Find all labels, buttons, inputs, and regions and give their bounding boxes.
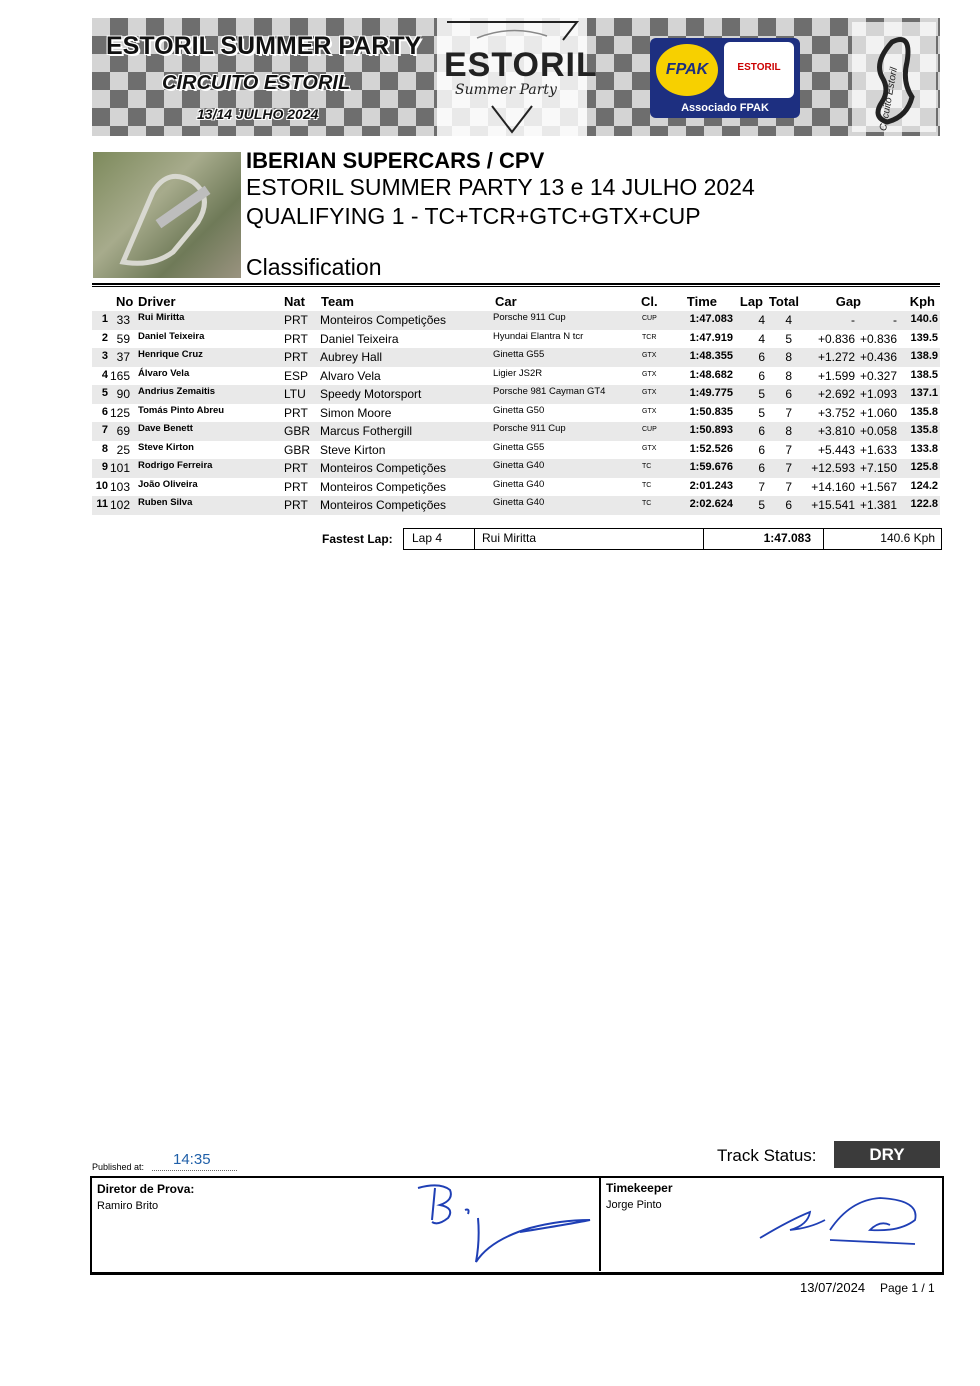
row-position: 1 [101,313,108,325]
row-car: Ginetta G40 [493,460,545,471]
classification-table [92,292,940,515]
table-row [92,311,940,330]
row-team: Marcus Fothergill [320,424,413,438]
row-driver: Henrique Cruz [138,349,203,360]
row-driver: Daniel Teixeira [138,330,205,342]
track-status-badge: DRY [834,1141,940,1168]
row-best-lap: 4 [758,313,765,327]
row-time: 1:47.919 [689,331,733,344]
row-team: Aubrey Hall [320,350,383,364]
row-total-laps: 8 [785,368,792,383]
row-gap: +0.836 [817,331,855,346]
row-car-number: 103 [109,479,130,494]
doc-type: Classification [246,254,382,280]
row-car-number: 101 [109,461,130,475]
row-best-lap: 6 [758,424,765,438]
row-total-laps: 8 [785,424,792,438]
row-class: TC [642,463,652,470]
row-driver: Álvaro Vela [138,367,190,379]
row-speed: 133.8 [910,442,938,455]
row-car: Ginetta G40 [493,497,545,508]
row-position: 3 [101,350,108,362]
row-nationality: GBR [284,424,311,438]
row-driver: Steve Kirton [138,441,194,453]
row-gap: +1.599 [817,368,855,383]
row-interval: +1.381 [859,498,897,512]
table-row [92,422,940,441]
row-nationality: PRT [284,498,308,512]
row-driver: Ruben Silva [138,497,193,508]
row-position: 7 [101,424,108,436]
director-name: Ramiro Brito [97,1200,159,1212]
club-mark: ESTORIL [737,62,781,73]
row-total-laps: 6 [785,387,792,401]
row-gap: +3.810 [817,424,855,438]
row-best-lap: 6 [758,461,765,475]
row-interval: +1.567 [859,479,897,494]
row-nationality: PRT [284,350,308,364]
row-interval: +0.436 [859,350,897,364]
timekeeper-name: Jorge Pinto [606,1199,662,1211]
table-row [92,404,940,423]
row-nationality: PRT [284,461,308,475]
row-time: 2:01.243 [689,479,733,492]
row-best-lap: 7 [758,479,765,494]
row-gap: +14.160 [811,479,855,494]
row-speed: 125.8 [910,461,938,473]
row-interval: +7.150 [859,461,897,475]
fastest-lap-time: 1:47.083 [763,531,811,545]
row-team: Speedy Motorsport [320,387,422,401]
table-row [92,385,940,404]
footer-date: 13/07/2024 [800,1280,866,1295]
timekeeper-label: Timekeeper [606,1181,673,1195]
divider [703,529,704,549]
row-class: GTX [642,352,657,359]
row-time: 1:59.676 [689,461,733,473]
row-team: Simon Moore [320,405,392,420]
table-row [92,348,940,367]
row-class: CUP [642,426,657,433]
row-interval: +0.836 [859,331,897,346]
circuit-photo-image [93,152,241,278]
row-nationality: PRT [284,479,308,494]
row-gap: +15.541 [811,498,855,512]
row-interval: +0.327 [859,368,897,383]
footer-page: Page 1 / 1 [880,1281,935,1295]
row-gap: +3.752 [817,405,855,420]
row-class: TC [642,500,652,507]
event-banner [92,18,940,136]
row-team: Monteiros Competições [320,498,447,512]
row-class: CUP [642,315,657,322]
row-team: Daniel Teixeira [320,331,399,346]
row-nationality: ESP [284,368,309,383]
row-speed: 138.9 [910,350,938,362]
row-interval: +0.058 [859,424,897,438]
row-time: 2:02.624 [689,498,733,510]
club-badge [724,42,794,98]
table-header [92,292,940,311]
row-position: 8 [101,442,108,455]
row-position: 5 [101,387,108,399]
col-lap: Lap [739,294,763,309]
row-driver: Rodrigo Ferreira [138,460,213,471]
row-driver: Rui Miritta [138,312,185,323]
row-driver: Tomás Pinto Abreu [138,404,225,416]
row-time: 1:48.682 [689,368,733,381]
row-time: 1:48.355 [689,350,733,362]
fpak-badge [650,38,800,118]
row-speed: 137.1 [910,387,938,399]
divider [474,529,475,549]
row-speed: 135.8 [910,405,938,418]
row-time: 1:50.893 [689,424,733,436]
table-row [92,330,940,349]
col-kph: Kph [909,294,935,309]
row-class: TCR [642,333,657,341]
director-signature [410,1180,600,1270]
row-total-laps: 4 [785,313,792,327]
divider [823,529,824,549]
table-row [92,441,940,460]
row-driver: Dave Benett [138,423,193,434]
row-nationality: PRT [284,313,308,327]
fastest-lap-speed: 140.6 Kph [880,531,935,545]
row-car-number: 125 [109,405,130,420]
col-total: Total [768,294,799,309]
row-total-laps: 7 [785,442,792,457]
row-total-laps: 8 [785,350,792,364]
banner-title: ESTORIL SUMMER PARTY [106,32,422,60]
row-driver: João Oliveira [138,478,198,490]
fastest-lap-number: Lap 4 [412,531,443,545]
row-total-laps: 7 [785,479,792,494]
timekeeper-signature [750,1190,930,1250]
published-label: Published at: [92,1162,145,1172]
track-caption: Circuito Estoril [878,66,901,132]
col-nat: Nat [284,294,305,309]
row-position: 2 [101,331,108,344]
table-row [92,367,940,386]
row-class: GTX [642,407,657,415]
row-speed: 138.5 [910,368,938,381]
row-car: Ginetta G50 [493,404,545,416]
row-time: 1:52.526 [689,442,733,455]
row-car-number: 37 [116,350,130,364]
row-speed: 135.8 [910,424,938,436]
col-team: Team [321,294,354,309]
row-car: Ginetta G40 [493,478,545,490]
row-car: Ginetta G55 [493,349,545,360]
table-row [92,459,940,478]
col-car: Car [495,294,517,309]
row-class: GTX [642,370,657,378]
row-position: 9 [101,461,108,473]
row-car: Porsche 911 Cup [493,423,566,434]
row-team: Monteiros Competições [320,479,447,494]
row-interval: +1.060 [859,405,897,420]
row-car: Porsche 981 Cayman GT4 [493,386,606,397]
row-nationality: PRT [284,331,308,346]
header-rule [92,283,940,285]
col-gap: Gap [835,294,861,309]
row-nationality: PRT [284,405,308,420]
row-team: Alvaro Vela [320,368,381,383]
row-car-number: 25 [116,442,130,457]
row-best-lap: 5 [758,387,765,401]
row-total-laps: 6 [785,498,792,512]
fpak-caption: Associado FPAK [681,102,769,114]
row-speed: 122.8 [910,498,938,510]
row-car-number: 90 [116,387,130,401]
table-body [92,311,940,515]
row-interval: +1.093 [859,387,897,401]
row-gap: - [851,313,855,327]
row-gap: +5.443 [817,442,855,457]
circuit-aerial-photo [93,152,241,278]
row-gap: +2.692 [817,387,855,401]
row-time: 1:47.083 [689,313,733,325]
row-car-number: 33 [116,313,130,327]
director-label: Diretor de Prova: [97,1182,195,1196]
row-total-laps: 7 [785,405,792,420]
row-interval: - [893,313,897,327]
row-class: TC [642,481,652,489]
event-title: ESTORIL SUMMER PARTY 13 e 14 JULHO 2024 [246,174,755,200]
row-best-lap: 6 [758,442,765,457]
row-class: GTX [642,389,657,396]
row-driver: Andrius Zemaitis [138,386,216,397]
col-no: No [116,294,134,309]
fpak-mark: FPAK [656,44,718,96]
header-rule-thin [92,286,940,287]
logo-tagline: Summer Party [455,82,557,98]
row-team: Monteiros Competições [320,461,447,475]
row-car: Porsche 911 Cup [493,312,566,323]
row-car-number: 165 [109,368,130,383]
banner-circuit: CIRCUITO ESTORIL [162,72,351,94]
row-time: 1:50.835 [689,405,733,418]
row-team: Steve Kirton [320,442,386,457]
track-status-label: Track Status: [717,1146,817,1165]
row-class: GTX [642,444,657,452]
series-title: IBERIAN SUPERCARS / CPV [246,148,545,173]
fastest-lap-box [403,528,942,550]
row-best-lap: 5 [758,405,765,420]
row-best-lap: 6 [758,350,765,364]
row-total-laps: 5 [785,331,792,346]
row-speed: 140.6 [910,313,938,325]
row-nationality: LTU [284,387,306,401]
published-time: 14:35 [173,1151,211,1168]
row-speed: 139.5 [910,331,938,344]
row-car-number: 102 [109,498,130,512]
table-row [92,496,940,515]
session-title: QUALIFYING 1 - TC+TCR+GTC+GTX+CUP [246,203,701,229]
row-position: 4 [101,368,108,381]
row-car: Ginetta G55 [493,441,545,453]
col-time: Time [686,294,717,309]
published-dotted-line [152,1170,237,1171]
fastest-lap-label: Fastest Lap: [322,532,393,546]
row-team: Monteiros Competições [320,313,447,327]
row-car: Hyundai Elantra N tcr [493,330,584,342]
col-driver: Driver [138,294,176,309]
row-position: 11 [96,498,108,510]
row-best-lap: 5 [758,498,765,512]
row-total-laps: 7 [785,461,792,475]
table-row [92,478,940,497]
row-interval: +1.633 [859,442,897,457]
col-class: Cl. [641,294,658,309]
row-position: 6 [101,405,108,418]
row-car-number: 59 [116,331,130,346]
fastest-lap-driver: Rui Miritta [482,531,537,545]
row-car-number: 69 [116,424,130,438]
row-best-lap: 4 [758,331,765,346]
banner-dates: 13/14 JULHO 2024 [197,106,319,122]
row-gap: +12.593 [811,461,855,475]
row-speed: 124.2 [910,479,938,492]
row-gap: +1.272 [817,350,855,364]
row-car: Ligier JS2R [493,367,543,379]
logo-word: ESTORIL [444,46,598,84]
row-nationality: GBR [284,442,311,457]
row-best-lap: 6 [758,368,765,383]
row-time: 1:49.775 [689,387,733,399]
row-position: 10 [95,479,108,492]
